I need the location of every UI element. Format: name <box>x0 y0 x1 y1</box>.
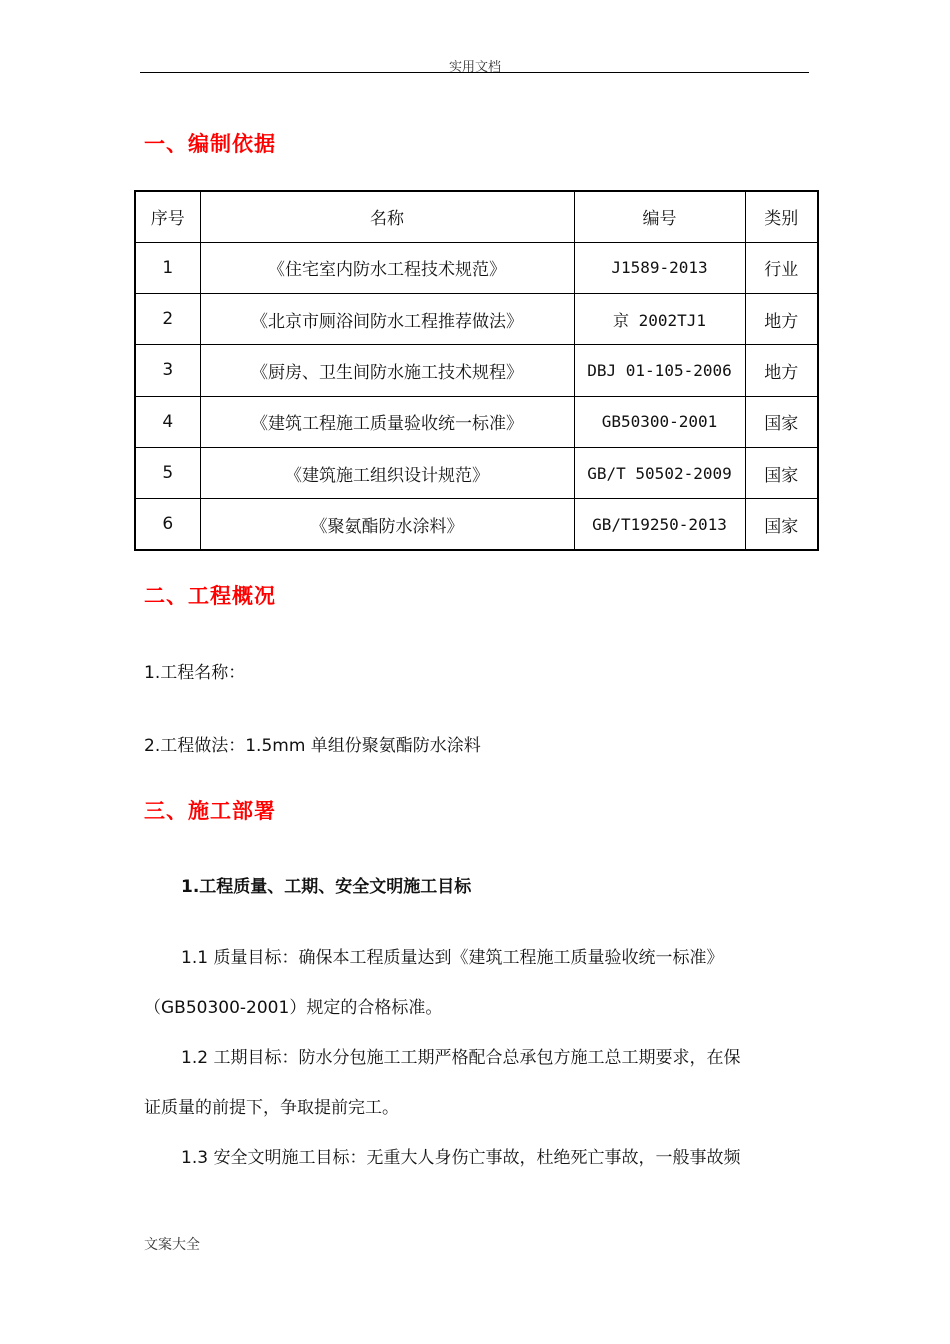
section-title-overview: 二、工程概况 <box>144 584 276 608</box>
table-row <box>135 345 818 396</box>
quality-goal-line: 1.1 质量目标：确保本工程质量达到《建筑工程施工质量验收统一标准》 <box>181 948 724 968</box>
table-header-row <box>135 191 818 242</box>
table-row <box>135 294 818 345</box>
cell-code: GB/T19250-2013 <box>574 499 745 550</box>
section-title-deployment: 三、施工部署 <box>144 799 276 823</box>
subsection-title-goals: 1.工程质量、工期、安全文明施工目标 <box>181 877 472 897</box>
cell-index: 1 <box>135 242 200 293</box>
cell-code: 京 2002TJ1 <box>574 294 745 345</box>
standards-table <box>134 190 819 551</box>
cell-category: 国家 <box>745 396 818 447</box>
header-cell-name: 名称 <box>200 191 574 242</box>
page-header: 实用文档 <box>448 60 501 75</box>
header-cell-code: 编号 <box>574 191 745 242</box>
cell-code: DBJ 01-105-2006 <box>574 345 745 396</box>
cell-index: 5 <box>135 447 200 498</box>
safety-goal-line: 1.3 安全文明施工目标：无重大人身伤亡事故，杜绝死亡事故，一般事故频 <box>181 1148 741 1168</box>
cell-code: J1589-2013 <box>574 242 745 293</box>
cell-code: GB/T 50502-2009 <box>574 447 745 498</box>
project-method-line: 2.工程做法：1.5mm 单组份聚氨酯防水涂料 <box>144 736 481 756</box>
cell-name: 《聚氨酯防水涂料》 <box>200 499 574 550</box>
cell-category: 地方 <box>745 294 818 345</box>
section-title-basis: 一、编制依据 <box>144 132 276 156</box>
cell-code: GB50300-2001 <box>574 396 745 447</box>
cell-name: 《北京市厕浴间防水工程推荐做法》 <box>200 294 574 345</box>
project-name-line: 1.工程名称： <box>144 663 246 683</box>
cell-category: 国家 <box>745 499 818 550</box>
cell-index: 4 <box>135 396 200 447</box>
table-row <box>135 242 818 293</box>
cell-index: 6 <box>135 499 200 550</box>
schedule-goal-line-cont: 证质量的前提下，争取提前完工。 <box>144 1098 399 1118</box>
table-row <box>135 499 818 550</box>
cell-index: 2 <box>135 294 200 345</box>
header-rule <box>140 72 809 73</box>
header-cell-index: 序号 <box>135 191 200 242</box>
quality-goal-line-cont: （GB50300-2001）规定的合格标准。 <box>144 998 443 1018</box>
schedule-goal-line: 1.2 工期目标：防水分包施工工期严格配合总承包方施工总工期要求，在保 <box>181 1048 741 1068</box>
table-row <box>135 447 818 498</box>
table-row <box>135 396 818 447</box>
cell-category: 国家 <box>745 447 818 498</box>
page-footer: 文案大全 <box>144 1237 200 1253</box>
header-cell-category: 类别 <box>745 191 818 242</box>
cell-name: 《厨房、卫生间防水施工技术规程》 <box>200 345 574 396</box>
cell-name: 《住宅室内防水工程技术规范》 <box>200 242 574 293</box>
cell-name: 《建筑工程施工质量验收统一标准》 <box>200 396 574 447</box>
cell-index: 3 <box>135 345 200 396</box>
cell-category: 行业 <box>745 242 818 293</box>
cell-name: 《建筑施工组织设计规范》 <box>200 447 574 498</box>
cell-category: 地方 <box>745 345 818 396</box>
